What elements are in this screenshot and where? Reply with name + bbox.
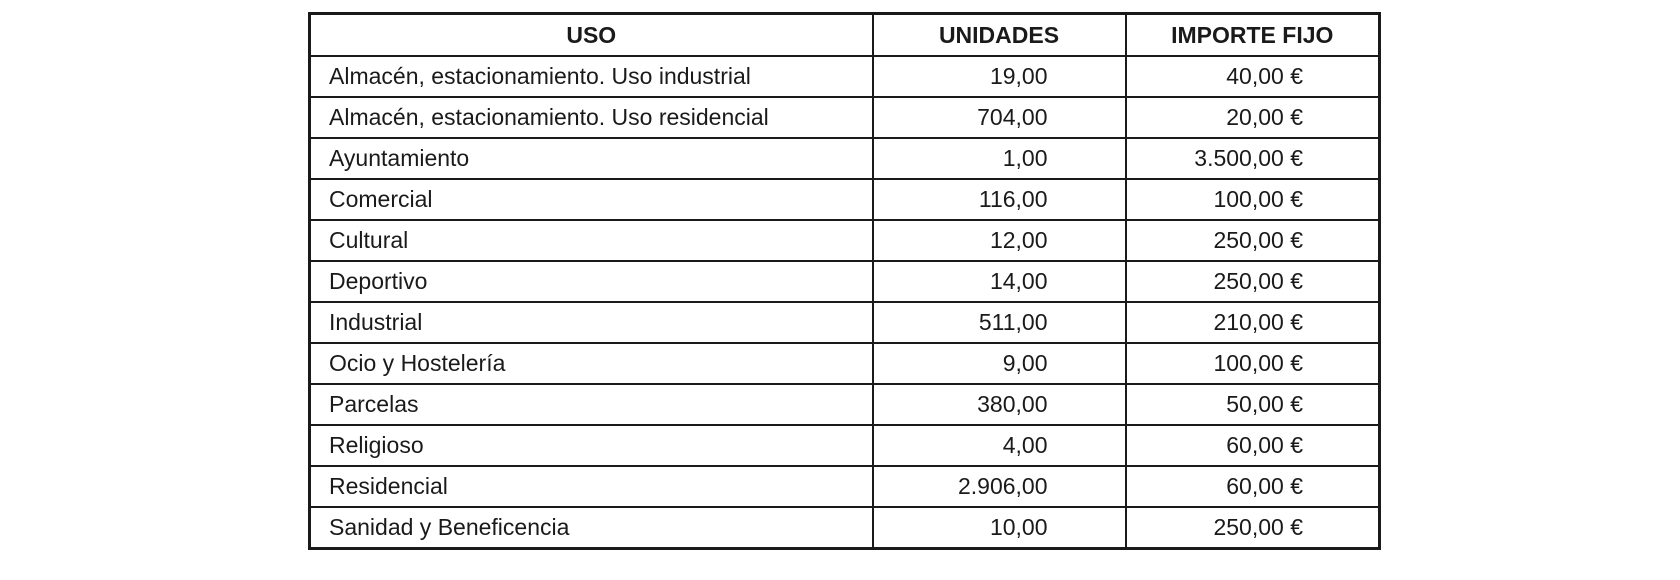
- cell-uso: Comercial: [310, 179, 873, 220]
- cell-importe-fijo: 250,00 €: [1126, 220, 1380, 261]
- table-row: [310, 179, 1380, 220]
- cell-unidades: 9,00: [873, 343, 1126, 384]
- cell-uso: Parcelas: [310, 384, 873, 425]
- cell-unidades: 704,00: [873, 97, 1126, 138]
- table-row: [310, 343, 1380, 384]
- table-row: [310, 302, 1380, 343]
- cell-unidades: 116,00: [873, 179, 1126, 220]
- table-row: [310, 466, 1380, 507]
- table-body: [310, 56, 1380, 549]
- cell-uso: Ayuntamiento: [310, 138, 873, 179]
- cell-importe-fijo: 60,00 €: [1126, 425, 1380, 466]
- cell-importe-fijo: 100,00 €: [1126, 343, 1380, 384]
- table-row: [310, 261, 1380, 302]
- cell-unidades: 19,00: [873, 56, 1126, 97]
- cell-unidades: 380,00: [873, 384, 1126, 425]
- tariff-table: [308, 12, 1381, 550]
- cell-importe-fijo: 20,00 €: [1126, 97, 1380, 138]
- column-header-importe-fijo: IMPORTE FIJO: [1126, 14, 1380, 57]
- table-row: [310, 507, 1380, 549]
- cell-uso: Religioso: [310, 425, 873, 466]
- table-header: [310, 14, 1380, 57]
- cell-uso: Industrial: [310, 302, 873, 343]
- table-row: [310, 425, 1380, 466]
- cell-unidades: 1,00: [873, 138, 1126, 179]
- table-row: [310, 56, 1380, 97]
- cell-uso: Deportivo: [310, 261, 873, 302]
- cell-uso: Almacén, estacionamiento. Uso residencial: [310, 97, 873, 138]
- cell-unidades: 511,00: [873, 302, 1126, 343]
- cell-unidades: 12,00: [873, 220, 1126, 261]
- cell-importe-fijo: 3.500,00 €: [1126, 138, 1380, 179]
- cell-unidades: 10,00: [873, 507, 1126, 549]
- cell-importe-fijo: 40,00 €: [1126, 56, 1380, 97]
- cell-unidades: 14,00: [873, 261, 1126, 302]
- cell-uso: Cultural: [310, 220, 873, 261]
- cell-importe-fijo: 250,00 €: [1126, 507, 1380, 549]
- cell-importe-fijo: 250,00 €: [1126, 261, 1380, 302]
- table-row: [310, 220, 1380, 261]
- cell-unidades: 2.906,00: [873, 466, 1126, 507]
- cell-importe-fijo: 210,00 €: [1126, 302, 1380, 343]
- cell-uso: Almacén, estacionamiento. Uso industrial: [310, 56, 873, 97]
- cell-importe-fijo: 100,00 €: [1126, 179, 1380, 220]
- cell-uso: Sanidad y Beneficencia: [310, 507, 873, 549]
- cell-importe-fijo: 50,00 €: [1126, 384, 1380, 425]
- tariff-table-container: [308, 12, 1381, 550]
- cell-uso: Ocio y Hostelería: [310, 343, 873, 384]
- cell-uso: Residencial: [310, 466, 873, 507]
- table-row: [310, 384, 1380, 425]
- header-row: [310, 14, 1380, 57]
- cell-importe-fijo: 60,00 €: [1126, 466, 1380, 507]
- column-header-uso: USO: [310, 14, 873, 57]
- table-row: [310, 138, 1380, 179]
- cell-unidades: 4,00: [873, 425, 1126, 466]
- table-row: [310, 97, 1380, 138]
- column-header-unidades: UNIDADES: [873, 14, 1126, 57]
